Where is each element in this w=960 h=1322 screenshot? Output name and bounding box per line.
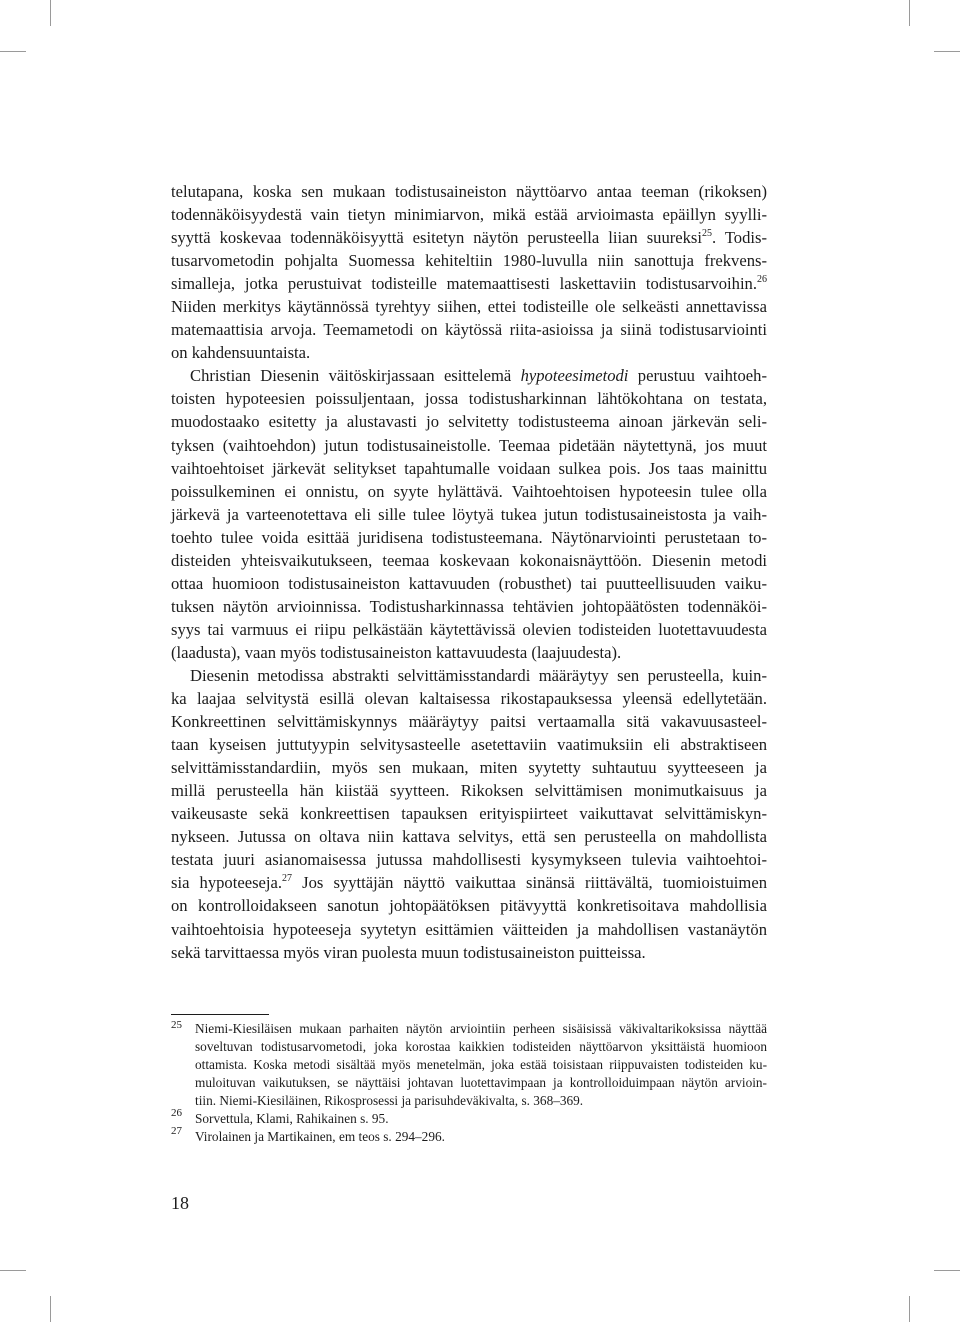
paragraph xyxy=(171,664,767,964)
crop-mark-top-left xyxy=(0,51,26,52)
text-line: toisten hypoteesien poissuljentaan, jossa todistusharkinnan lähtökohtana on testata, xyxy=(171,389,767,409)
footnote-ref-26[interactable]: 26 xyxy=(757,274,767,286)
text-line: on kahdensuuntaista. xyxy=(171,343,311,363)
footnote-number: 25 xyxy=(171,1019,182,1031)
text-line: vaikeusaste sekä konkreettisen tapauksen erityispiirteet vaikuttavat selvittämiskyn- xyxy=(171,804,767,824)
text-line: todennäköisyydestä vain tietyn minimiarvon, mikä estää arvioimasta epäillyn syylli- xyxy=(171,205,767,225)
footnote-line: Virolainen ja Martikainen, em teos s. 294–296. xyxy=(195,1129,445,1144)
text-segment: sia hypoteeseja. xyxy=(171,873,283,893)
text-segment: syyttä koskevaa todennäköisyyttä esitetyn näytön perusteella liian suureksi xyxy=(171,228,702,248)
crop-mark-top-left xyxy=(50,0,51,26)
text-line: (laadusta), vaan myös todistusaineiston kattavuudesta (laajuudesta). xyxy=(171,642,622,662)
text-line: telutapana, koska sen mukaan todistusaineiston näyttöarvo antaa teeman (rikoksen) xyxy=(171,182,767,201)
text-line: Diesenin metodissa abstrakti selvittämisstandardi määräytyy sen perusteella, kuin- xyxy=(190,665,767,685)
footnote-separator xyxy=(171,1014,269,1015)
text-line: vaihtoehtoiset järkevät selitykset tapahtumalle voidaan sulkea pois. Jos taas mainittu xyxy=(171,458,767,478)
footnote-line: Sorvettula, Klami, Rahikainen s. 95. xyxy=(195,1111,389,1126)
text-line xyxy=(171,226,767,249)
footnote-number: 26 xyxy=(171,1107,182,1119)
footnote-line: ottamista. Koska metodi sisältää myös menetelmän, joka estää toisistaan riippuvaisten todisteiden ku- xyxy=(195,1057,767,1072)
text-line: sekä tarvittaessa myös viran puolesta muun todistusaineiston puitteissa. xyxy=(171,942,646,962)
crop-mark-bottom-right xyxy=(934,1270,960,1271)
footnote-line: muloituvan vaikutuksen, se näyttäisi johtavan luotettavimpaan ja kontrolloiduimpaan näytön arvioin- xyxy=(195,1075,767,1090)
text-line: disteiden yhteisvaikutukseen, teemaa koskevaan kokonaisnäyttöön. Diesenin metodi xyxy=(171,550,767,570)
text-line: ka laajaa selvitystä esillä olevan kaltaisessa rikostapauksessa yleensä edellytetään. xyxy=(171,689,767,709)
text-line: toehto tulee voida esittää juridisena todistusteemana. Näytönarviointi perustetaan to- xyxy=(171,527,767,547)
text-line: taan kyseisen juttutyypin selvitysasteelle asetettaviin vaatimuksiin eli abstraktiseen xyxy=(171,735,767,755)
footnote-line: Niemi-Kiesiläisen mukaan parhaiten näytön arviointiin perheen sisäisissä väkivaltarikoksissa näyttää xyxy=(195,1021,767,1036)
text-segment: perustuu vaihtoeh- xyxy=(628,366,767,386)
emphasis-term: hypoteesimetodi xyxy=(520,366,629,386)
text-line: poissulkeminen ei onnistu, on syyte hylättävä. Vaihtoehtoisen hypoteesin tulee olla xyxy=(171,481,767,501)
text-line xyxy=(171,871,767,894)
crop-mark-bottom-left xyxy=(0,1270,26,1271)
text-line xyxy=(171,364,767,387)
text-line: järkevä ja varteenotettava eli sille tulee löytyä tukea jutun todistusaineistosta ja vaih- xyxy=(171,504,767,524)
text-line: matemaattisia arvoja. Teemametodi on käytössä riita-asioissa ja siinä todistusarviointi xyxy=(171,320,767,340)
text-line: muodostaako esitetty ja alustavasti jo selvitetty todistusteema ainoan järkevän seli- xyxy=(171,412,767,432)
text-line: tyksen (vaihtoehdon) jutun todistusaineistolle. Teemaa pidetään näytettynä, jos muut xyxy=(171,435,767,455)
text-line: tuksen näytön arvioinnissa. Todistusharkinnassa tehtävien johtopäätösten todennäköi- xyxy=(171,596,767,616)
text-line: vaihtoehtoisia hypoteeseja syytetyn esittämien väitteiden ja mahdollisen vastanäytön xyxy=(171,919,767,939)
text-line: tusarvometodin pohjalta Suomessa kehiteltiin 1980-luvulla niin sanottuja frekvens- xyxy=(171,251,767,271)
text-line: syys tai varmuus ei riipu pelkästään käytettävissä olevien todisteiden luotettavuudesta xyxy=(171,619,767,639)
text-line: on kontrolloidakseen sanotun johtopäätöksen pitävyyttä konkretisoitava mahdollisia xyxy=(171,896,767,916)
text-segment: Jos syyttäjän näyttö vaikuttaa sinänsä riittävältä, tuomioistuimen xyxy=(292,873,767,893)
main-text xyxy=(171,180,767,964)
paragraph xyxy=(171,180,767,364)
text-line: selvittämisstandardiin, myös sen mukaan, miten syytetty suhtautuu syytteeseen ja xyxy=(171,758,767,778)
text-line: Konkreettinen selvittämiskynnys määräytyy paitsi vertaamalla sitä vakavuusasteel- xyxy=(171,712,767,732)
footnote-ref-25[interactable]: 25 xyxy=(702,228,712,240)
page-number: 18 xyxy=(171,1193,189,1213)
text-line: ottaa huomioon todistusaineiston kattavuuden (robusthet) tai puutteellisuuden vaiku- xyxy=(171,573,767,593)
footnote-number: 27 xyxy=(171,1125,182,1137)
crop-mark-bottom-right xyxy=(909,1296,910,1322)
footnote-ref-27[interactable]: 27 xyxy=(282,873,293,885)
paragraph xyxy=(171,364,767,664)
text-line: nykseen. Jutussa on oltava niin kattava selvitys, että sen perusteella on mahdollista xyxy=(171,827,767,847)
text-segment: Christian Diesenin väitöskirjassaan esittelemä xyxy=(190,366,521,386)
text-line: millä perusteella hän kiistää syytteen. Rikoksen selvittämisen monimutkaisuus ja xyxy=(171,781,767,801)
text-line: Niiden merkitys käytännössä tyrehtyy siihen, ettei todisteille ole selkeästi annettavissa xyxy=(171,297,767,317)
text-segment: . Todis- xyxy=(712,228,767,248)
text-segment: simalleja, jotka perustuivat todisteille matemaattisesti laskettaviin todistusarvoihin. xyxy=(171,274,757,294)
footnote-line: soveltuvan todistusarvometodi, joka korostaa kaikkien todisteiden näyttöarvon yksittäistä huomioon xyxy=(195,1039,767,1054)
text-line xyxy=(171,272,767,295)
footnote-line: tiin. Niemi-Kiesiläinen, Rikosprosessi ja parisuhdeväkivalta, s. 368–369. xyxy=(195,1093,584,1108)
text-line: testata juuri asianomaisessa jutussa mahdollisesti kysymykseen tulevia vaihtoehtoi- xyxy=(171,850,767,870)
crop-mark-top-right xyxy=(934,51,960,52)
crop-mark-bottom-left xyxy=(50,1296,51,1322)
crop-mark-top-right xyxy=(909,0,910,26)
